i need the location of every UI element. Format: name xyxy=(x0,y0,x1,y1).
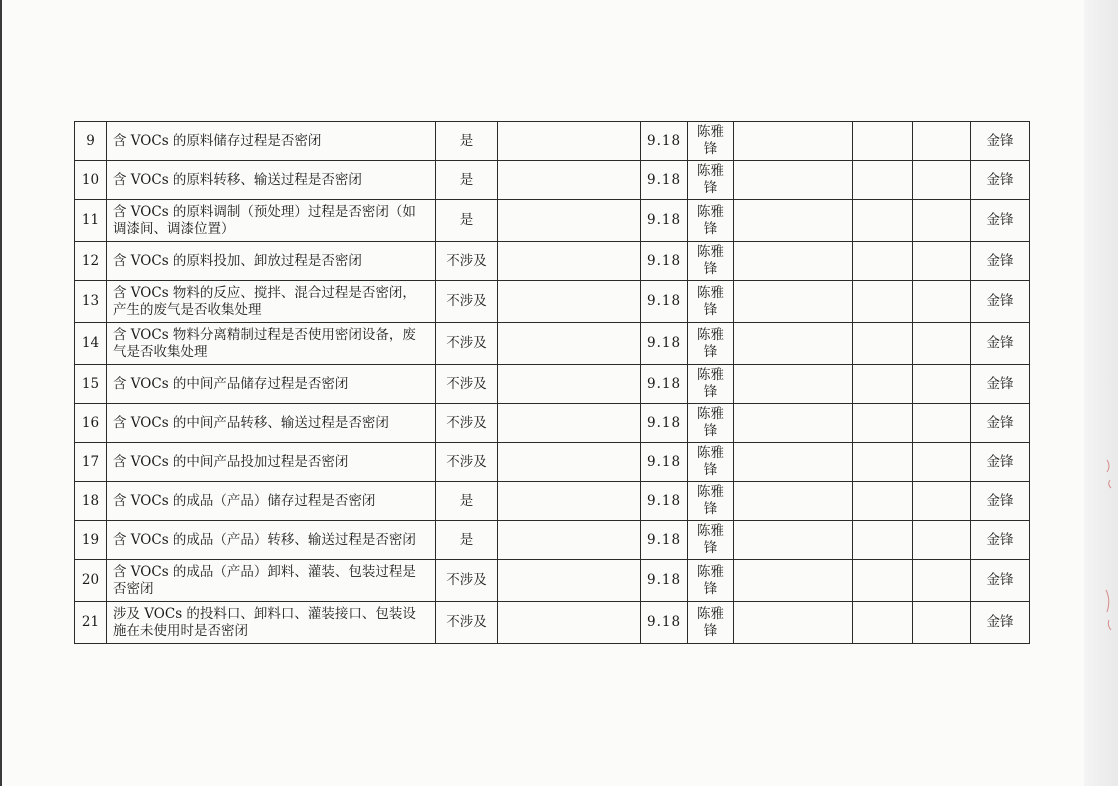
blank-cell xyxy=(734,161,853,200)
inspection-date: 9.18 xyxy=(641,161,688,200)
inspector-name: 陈雅锋 xyxy=(688,482,734,521)
blank-cell xyxy=(734,443,853,482)
remark-cell xyxy=(498,281,641,323)
blank-cell xyxy=(853,521,913,560)
remark-cell xyxy=(498,560,641,602)
remark-cell xyxy=(498,161,641,200)
inspection-date: 9.18 xyxy=(641,443,688,482)
reviewer-name: 金锋 xyxy=(971,602,1030,644)
table-row xyxy=(75,365,1030,404)
inspector-name: 陈雅锋 xyxy=(688,404,734,443)
blank-cell xyxy=(734,482,853,521)
blank-cell xyxy=(853,242,913,281)
table-row xyxy=(75,482,1030,521)
blank-cell xyxy=(913,443,971,482)
inspection-item: 含 VOCs 的成品（产品）转移、输送过程是否密闭 xyxy=(107,521,436,560)
blank-cell xyxy=(734,404,853,443)
table-body xyxy=(75,122,1030,644)
blank-cell xyxy=(853,602,913,644)
inspection-result: 不涉及 xyxy=(436,443,498,482)
blank-cell xyxy=(734,602,853,644)
row-number: 10 xyxy=(75,161,107,200)
table-row xyxy=(75,281,1030,323)
scan-right-margin xyxy=(1084,0,1118,786)
reviewer-name: 金锋 xyxy=(971,443,1030,482)
row-number: 21 xyxy=(75,602,107,644)
inspection-item: 含 VOCs 的中间产品储存过程是否密闭 xyxy=(107,365,436,404)
row-number: 9 xyxy=(75,122,107,161)
row-number: 18 xyxy=(75,482,107,521)
reviewer-name: 金锋 xyxy=(971,242,1030,281)
inspection-date: 9.18 xyxy=(641,122,688,161)
blank-cell xyxy=(853,443,913,482)
inspection-result: 不涉及 xyxy=(436,602,498,644)
table-row xyxy=(75,122,1030,161)
table-row xyxy=(75,404,1030,443)
blank-cell xyxy=(913,122,971,161)
table-row xyxy=(75,560,1030,602)
inspection-result: 是 xyxy=(436,161,498,200)
inspection-date: 9.18 xyxy=(641,365,688,404)
blank-cell xyxy=(853,323,913,365)
reviewer-name: 金锋 xyxy=(971,404,1030,443)
inspection-result: 不涉及 xyxy=(436,365,498,404)
blank-cell xyxy=(853,482,913,521)
inspector-name: 陈雅锋 xyxy=(688,242,734,281)
inspection-date: 9.18 xyxy=(641,323,688,365)
blank-cell xyxy=(853,560,913,602)
blank-cell xyxy=(913,281,971,323)
inspection-result: 是 xyxy=(436,521,498,560)
reviewer-name: 金锋 xyxy=(971,200,1030,242)
table-row xyxy=(75,521,1030,560)
reviewer-name: 金锋 xyxy=(971,281,1030,323)
inspection-result: 不涉及 xyxy=(436,560,498,602)
reviewer-name: 金锋 xyxy=(971,161,1030,200)
blank-cell xyxy=(913,200,971,242)
inspector-name: 陈雅锋 xyxy=(688,443,734,482)
inspector-name: 陈雅锋 xyxy=(688,323,734,365)
inspection-item: 含 VOCs 的原料投加、卸放过程是否密闭 xyxy=(107,242,436,281)
inspection-item: 含 VOCs 的成品（产品）储存过程是否密闭 xyxy=(107,482,436,521)
table-row xyxy=(75,242,1030,281)
blank-cell xyxy=(913,602,971,644)
blank-cell xyxy=(913,323,971,365)
row-number: 19 xyxy=(75,521,107,560)
remark-cell xyxy=(498,443,641,482)
inspection-result: 不涉及 xyxy=(436,404,498,443)
inspection-date: 9.18 xyxy=(641,242,688,281)
row-number: 15 xyxy=(75,365,107,404)
table-row xyxy=(75,161,1030,200)
blank-cell xyxy=(913,482,971,521)
remark-cell xyxy=(498,323,641,365)
blank-cell xyxy=(734,560,853,602)
inspector-name: 陈雅锋 xyxy=(688,602,734,644)
inspector-name: 陈雅锋 xyxy=(688,161,734,200)
inspection-date: 9.18 xyxy=(641,281,688,323)
reviewer-name: 金锋 xyxy=(971,521,1030,560)
row-number: 16 xyxy=(75,404,107,443)
blank-cell xyxy=(853,200,913,242)
table-row xyxy=(75,200,1030,242)
remark-cell xyxy=(498,602,641,644)
inspection-result: 不涉及 xyxy=(436,281,498,323)
blank-cell xyxy=(853,161,913,200)
inspection-date: 9.18 xyxy=(641,560,688,602)
inspector-name: 陈雅锋 xyxy=(688,365,734,404)
blank-cell xyxy=(734,365,853,404)
blank-cell xyxy=(734,242,853,281)
voc-inspection-table xyxy=(74,121,1030,644)
blank-cell xyxy=(913,242,971,281)
inspection-result: 是 xyxy=(436,200,498,242)
reviewer-name: 金锋 xyxy=(971,365,1030,404)
reviewer-name: 金锋 xyxy=(971,560,1030,602)
row-number: 11 xyxy=(75,200,107,242)
table-row xyxy=(75,443,1030,482)
inspection-result: 是 xyxy=(436,122,498,161)
inspection-item: 含 VOCs 的成品（产品）卸料、灌装、包装过程是否密闭 xyxy=(107,560,436,602)
inspection-item: 含 VOCs 的原料调制（预处理）过程是否密闭（如调漆间、调漆位置） xyxy=(107,200,436,242)
row-number: 12 xyxy=(75,242,107,281)
inspector-name: 陈雅锋 xyxy=(688,122,734,161)
remark-cell xyxy=(498,404,641,443)
remark-cell xyxy=(498,122,641,161)
row-number: 14 xyxy=(75,323,107,365)
row-number: 20 xyxy=(75,560,107,602)
inspector-name: 陈雅锋 xyxy=(688,281,734,323)
blank-cell xyxy=(913,161,971,200)
inspection-date: 9.18 xyxy=(641,482,688,521)
reviewer-name: 金锋 xyxy=(971,122,1030,161)
row-number: 13 xyxy=(75,281,107,323)
inspector-name: 陈雅锋 xyxy=(688,560,734,602)
inspector-name: 陈雅锋 xyxy=(688,200,734,242)
inspection-result: 是 xyxy=(436,482,498,521)
blank-cell xyxy=(734,200,853,242)
blank-cell xyxy=(913,560,971,602)
remark-cell xyxy=(498,242,641,281)
blank-cell xyxy=(734,323,853,365)
stamp-trace-mark xyxy=(1104,450,1114,640)
inspection-item: 含 VOCs 的原料转移、输送过程是否密闭 xyxy=(107,161,436,200)
scan-left-edge xyxy=(0,0,2,786)
inspection-item: 含 VOCs 的原料储存过程是否密闭 xyxy=(107,122,436,161)
inspection-date: 9.18 xyxy=(641,404,688,443)
blank-cell xyxy=(734,281,853,323)
inspection-result: 不涉及 xyxy=(436,323,498,365)
blank-cell xyxy=(734,521,853,560)
inspection-date: 9.18 xyxy=(641,521,688,560)
blank-cell xyxy=(853,281,913,323)
row-number: 17 xyxy=(75,443,107,482)
blank-cell xyxy=(853,122,913,161)
inspection-item: 含 VOCs 物料分离精制过程是否使用密闭设备，废气是否收集处理 xyxy=(107,323,436,365)
inspector-name: 陈雅锋 xyxy=(688,521,734,560)
remark-cell xyxy=(498,200,641,242)
inspection-date: 9.18 xyxy=(641,602,688,644)
blank-cell xyxy=(913,521,971,560)
remark-cell xyxy=(498,365,641,404)
inspection-item: 含 VOCs 的中间产品投加过程是否密闭 xyxy=(107,443,436,482)
inspection-item: 涉及 VOCs 的投料口、卸料口、灌装接口、包装设施在未使用时是否密闭 xyxy=(107,602,436,644)
remark-cell xyxy=(498,521,641,560)
blank-cell xyxy=(913,404,971,443)
table-row xyxy=(75,602,1030,644)
remark-cell xyxy=(498,482,641,521)
table-row xyxy=(75,323,1030,365)
reviewer-name: 金锋 xyxy=(971,482,1030,521)
inspection-result: 不涉及 xyxy=(436,242,498,281)
inspection-item: 含 VOCs 的中间产品转移、输送过程是否密闭 xyxy=(107,404,436,443)
inspection-date: 9.18 xyxy=(641,200,688,242)
inspection-item: 含 VOCs 物料的反应、搅拌、混合过程是否密闭，产生的废气是否收集处理 xyxy=(107,281,436,323)
blank-cell xyxy=(913,365,971,404)
reviewer-name: 金锋 xyxy=(971,323,1030,365)
blank-cell xyxy=(853,365,913,404)
blank-cell xyxy=(853,404,913,443)
blank-cell xyxy=(734,122,853,161)
